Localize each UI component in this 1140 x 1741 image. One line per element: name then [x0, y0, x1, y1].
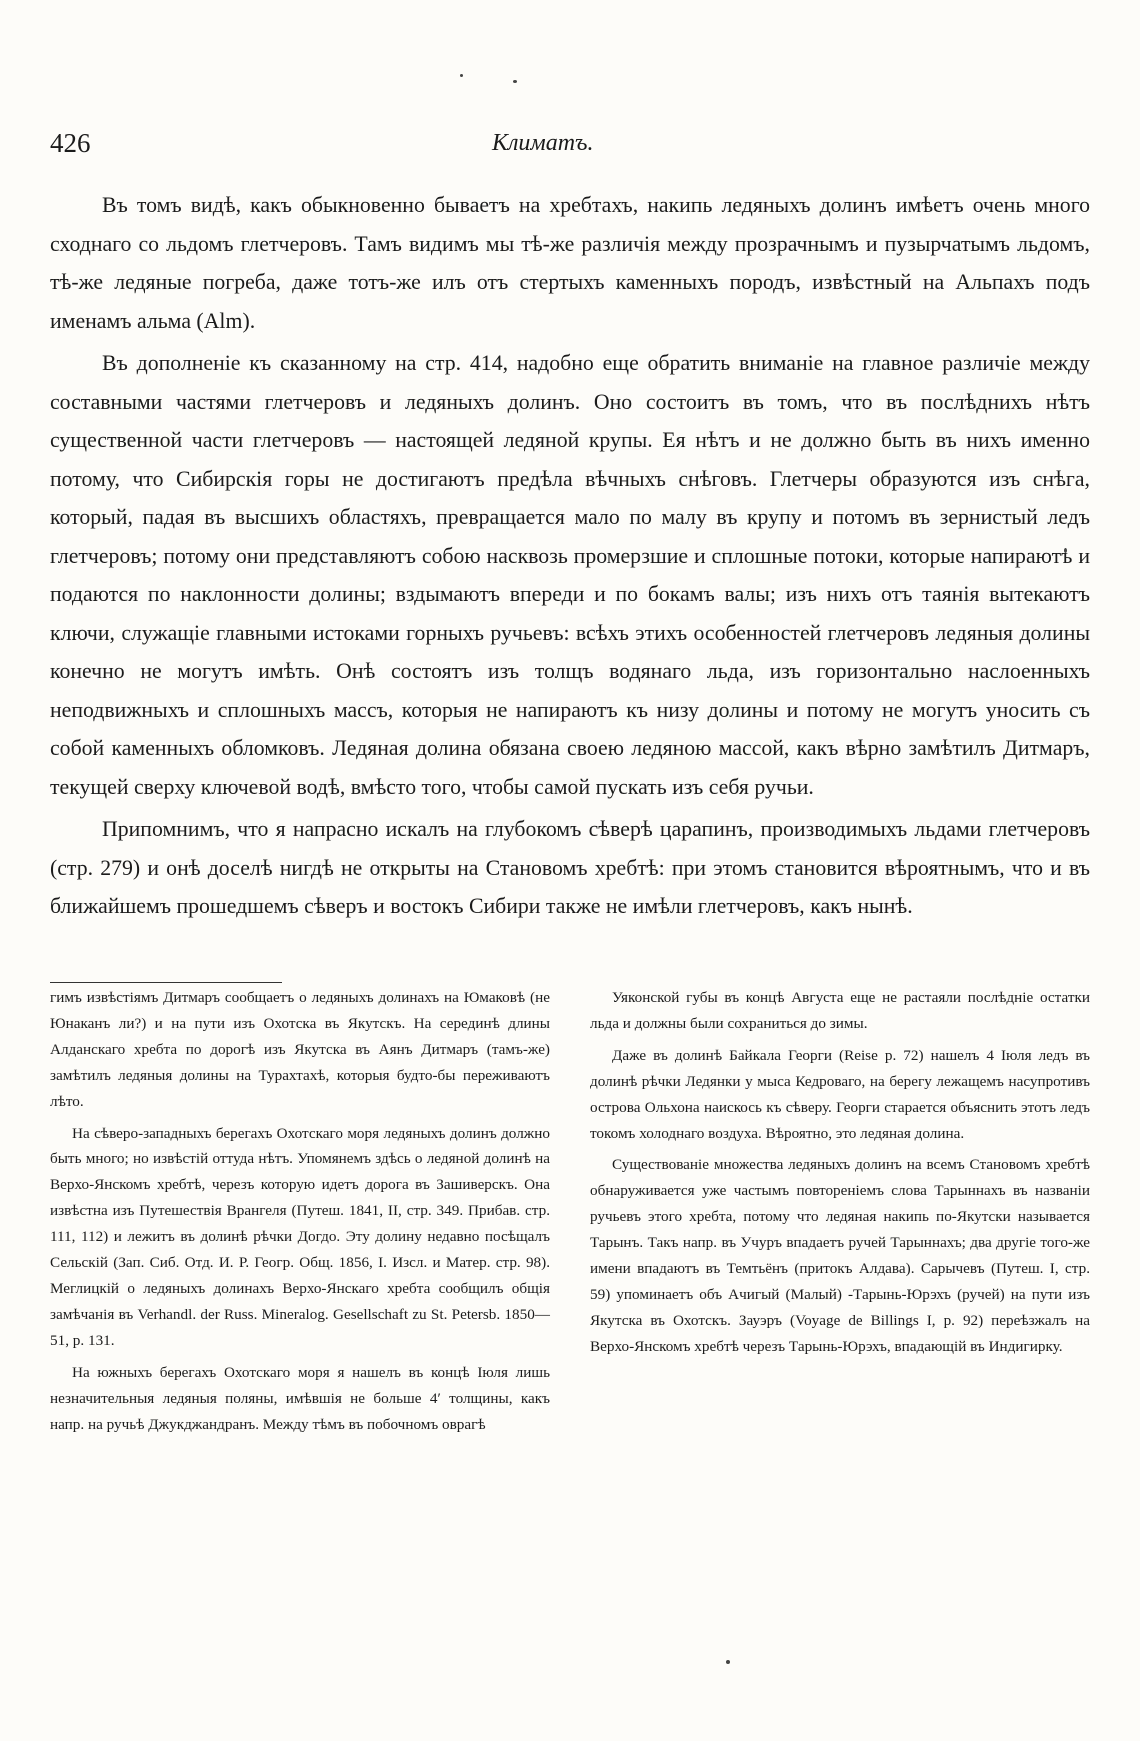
- footnote-divider: [50, 982, 282, 983]
- footnote-column-right: [590, 985, 1090, 1366]
- print-speck: [726, 1660, 730, 1664]
- paragraph: Припомнимъ, что я напрасно искалъ на глубокомъ сѣверѣ царапинъ, производимыхъ льдами глетчеровъ (стр. 279) и онѣ доселѣ нигдѣ не открыты на Становомъ хребтѣ: при этомъ становится вѣроятнымъ, что и въ ближайшемъ прошедшемъ сѣверъ и востокъ Сибири также не имѣли глетчеровъ, какъ нынѣ.: [50, 817, 1090, 918]
- footnote-paragraph: На сѣверо-западныхъ берегахъ Охотскаго моря ледяныхъ долинъ должно быть много; но извѣстій оттуда нѣтъ. Упомянемъ здѣсь о ледяной долинѣ на Верхо-Янскомъ хребтѣ, черезъ которую идетъ дорога въ Зашиверскъ. Она извѣстна изъ Путешествія Врангеля (Путеш. 1841, II, стр. 349. Прибав. стр. 111, 112) и лежитъ въ долинѣ рѣчки Догдо. Эту долину недавно посѣщалъ Сельскій (Зап. Сиб. Отд. И. Р. Геогр. Общ. 1856, I. Изсл. и Матер. стр. 98). Меглицкій о ледяныхъ долинахъ Верхо-Янскаго хребта сообщилъ общія замѣчанія въ Verhandl. der Russ. Mineralog. Gesellschaft zu St. Petersb. 1850—51, р. 131.: [50, 1124, 550, 1349]
- footnote-paragraph: Существованіе множества ледяныхъ долинъ на всемъ Становомъ хребтѣ обнаруживается уже частымъ повтореніемъ слова Тарыннахъ въ названіи ручьевъ этого хребта, потому что ледяная накипь по-Якутски называется Тарынъ. Такъ напр. въ Учуръ впадаетъ ручей Тарыннахъ; два другіе того-же имени впадаютъ въ Темтьёнъ (притокъ Алдава). Сарычевъ (Путеш. I, стр. 59) упоминаетъ объ Ачигый (Малый) -Тарынь-Юрэхъ (ручей) на пути изъ Якутска въ Охотскъ. Зауэръ (Voyage de Billings I, p. 92) переѣзжалъ на Верхо-Янскомъ хребтѣ черезъ Тарынь-Юрэхъ, впадающій въ Индигирку.: [590, 1156, 1090, 1355]
- page-number: 426: [50, 128, 91, 158]
- paragraph: Въ дополненіе къ сказанному на стр. 414, надобно еще обратить вниманіе на главное различіе между составными частями глетчеровъ и ледяныхъ долинъ. Оно состоитъ въ томъ, что въ послѣднихъ нѣтъ существенной части глетчеровъ — настоящей ледяной крупы. Ея нѣтъ и не должно быть въ нихъ именно потому, что Сибирскія горы не достигаютъ предѣла вѣчныхъ снѣговъ. Глетчеры образуются изъ снѣга, который, падая въ высшихъ областяхъ, превращается мало по малу въ крупу и потомъ въ зернистый ледъ глетчеровъ; потому они представляютъ собою насквозь промерзшие и сплошные потоки, которые напираютъ и подаются по наклонности долины; вздымаютъ впереди и по бокамъ валы; изъ нихъ отъ таянія вытекаютъ ключи, служащіе главными истоками горныхъ ручьевъ: всѣхъ этихъ особенностей глетчеровъ ледяныя долины конечно не могутъ имѣть. Онѣ состоятъ изъ толщъ водянаго льда, изъ горизонтально наслоенныхъ неподвижныхъ и сплошныхъ массъ, которыя не напираютъ къ низу долины и потому не могутъ уносить съ собой каменныхъ обломковъ. Ледяная долина обязана своею ледяною массой, какъ вѣрно замѣтилъ Дитмаръ, текущей сверху ключевой водѣ, вмѣсто того, чтобы самой пускать изъ себя ручьи.: [50, 351, 1090, 799]
- book-page: [50, 0, 1090, 1741]
- main-text: [50, 186, 1090, 930]
- print-speck: [513, 80, 517, 83]
- print-speck: [460, 74, 463, 77]
- running-title: Климатъ.: [492, 130, 594, 156]
- footnote-column-left: [50, 985, 550, 1443]
- paragraph: Въ томъ видѣ, какъ обыкновенно бываетъ на хребтахъ, накипь ледяныхъ долинъ имѣетъ очень много сходнаго со льдомъ глетчеровъ. Тамъ видимъ мы тѣ-же различія между прозрачнымъ и пузырчатымъ льдомъ, тѣ-же ледяные погреба, даже тотъ-же илъ отъ стертыхъ каменныхъ породъ, извѣстный на Альпахъ подъ именамъ альма (Alm).: [50, 193, 1090, 333]
- footnote-paragraph: На южныхъ берегахъ Охотскаго моря я нашелъ въ концѣ Іюля лишь незначительныя ледяныя поляны, имѣвшія не больше 4′ толщины, какъ напр. на ручьѣ Джукджандранъ. Между тѣмъ въ побочномъ оврагѣ: [50, 1363, 550, 1433]
- footnote-paragraph: гимъ извѣстіямъ Дитмаръ сообщаетъ о ледяныхъ долинахъ на Юмаковѣ (не Юнаканъ ли?) и на пути изъ Охотска въ Якутскъ. На серединѣ длины Алданскаго хребта по дорогѣ изъ Якутска въ Аянъ Дитмаръ (тамъ-же) замѣтилъ ледяныя долины на Турахтахѣ, которыя будто-бы переживаютъ лѣто.: [50, 989, 550, 1110]
- footnote-paragraph: Уяконской губы въ концѣ Августа еще не растаяли послѣдніе остатки льда и должны были сохраниться до зимы.: [590, 989, 1090, 1032]
- footnote-paragraph: Даже въ долинѣ Байкала Георги (Reise p. 72) нашелъ 4 Іюля ледъ въ долинѣ рѣчки Ледянки у мыса Кедроваго, на берегу лежащемъ насупротивъ острова Ольхона наискось къ сѣверу. Георги старается объяснить этотъ ледъ токомъ холоднаго воздуха. Вѣроятно, это ледяная долина.: [590, 1046, 1090, 1142]
